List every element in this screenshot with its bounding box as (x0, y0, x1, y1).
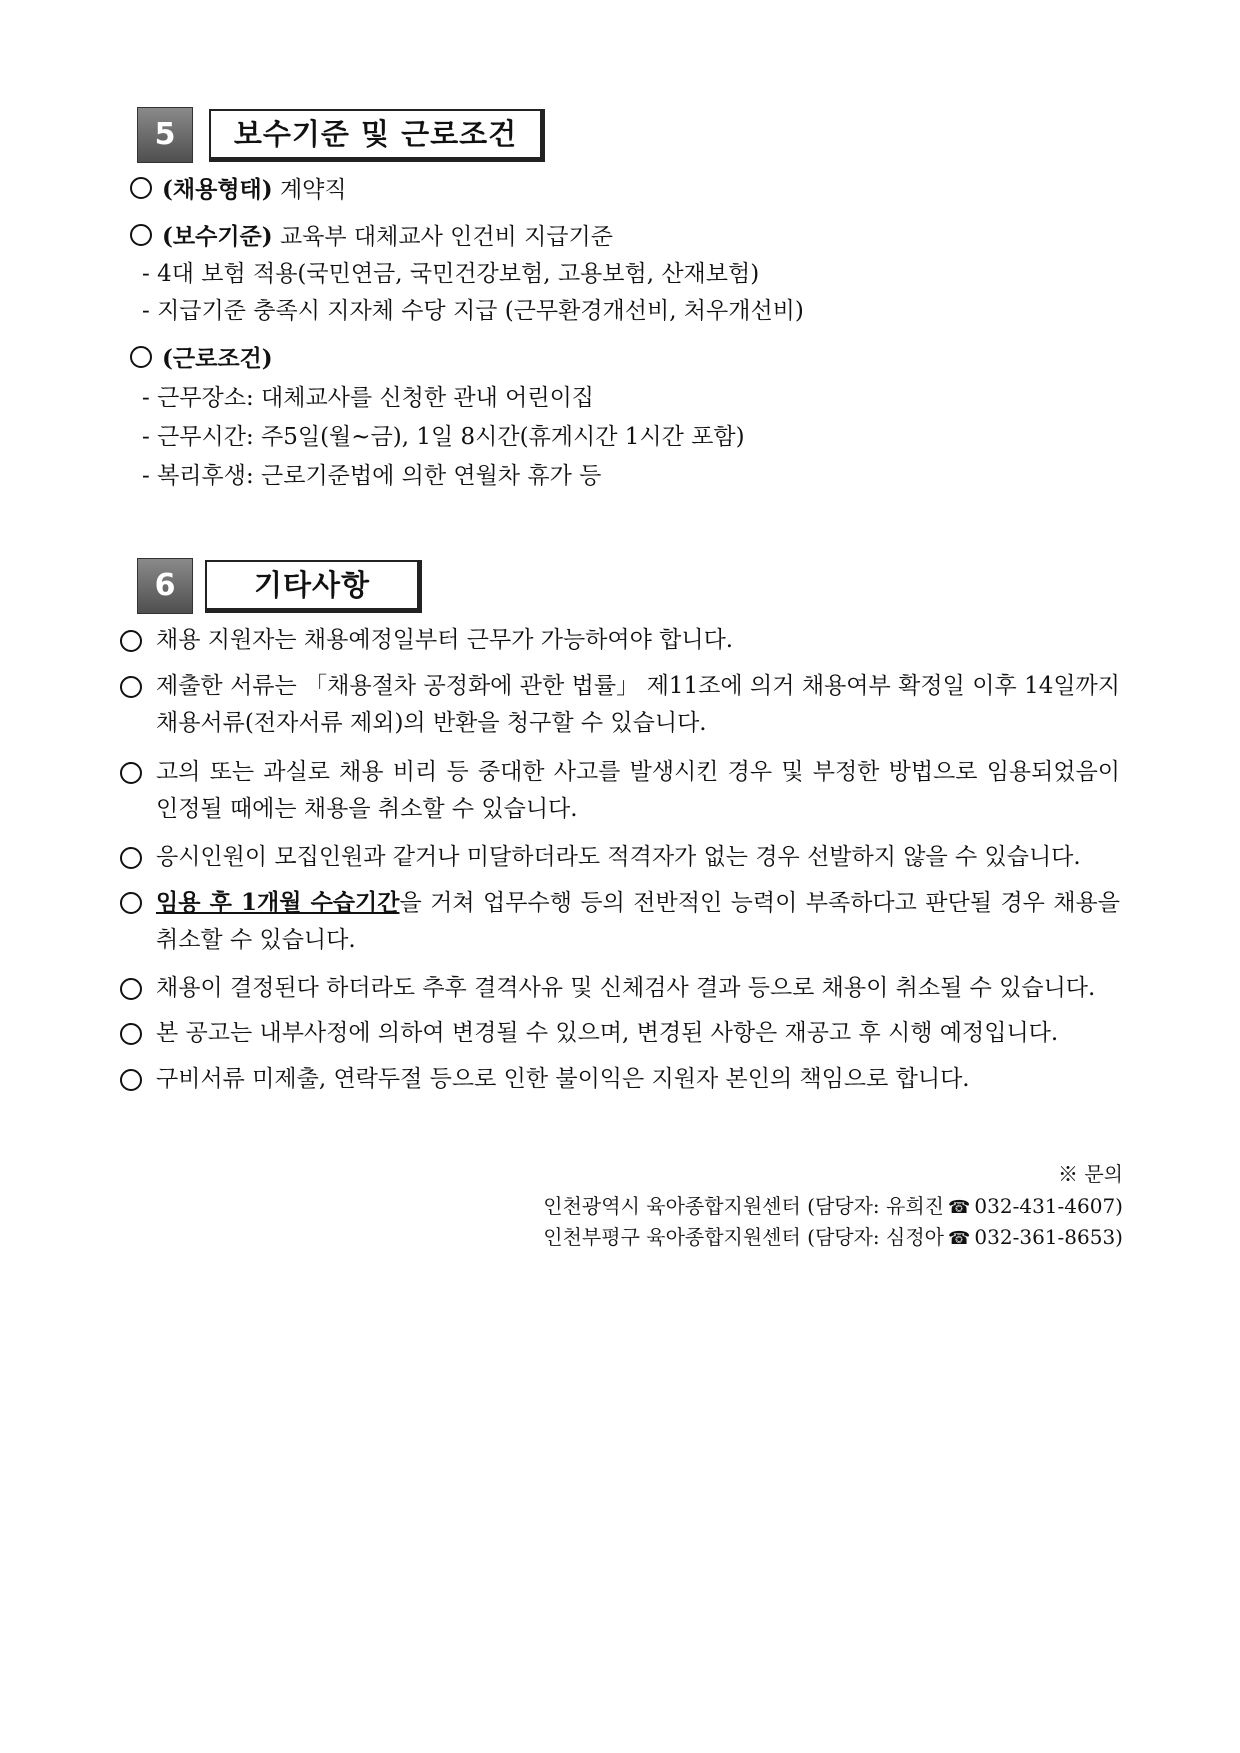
circle-bullet-icon (120, 630, 142, 652)
list-item: 채용 지원자는 채용예정일부터 근무가 가능하여야 합니다. (120, 622, 1120, 659)
section-6-header (137, 558, 427, 614)
work-sub-1: - 근무장소: 대체교사를 신청한 관내 어린이집 (142, 385, 594, 411)
pay-sub-1: - 4대 보험 적용(국민연금, 국민건강보험, 고용보험, 산재보험) (142, 261, 760, 287)
section-number: 5 (137, 107, 193, 163)
section-5-header (137, 107, 547, 163)
circle-bullet-icon (130, 346, 152, 368)
circle-bullet-icon (120, 978, 142, 1000)
circle-bullet-icon (130, 224, 152, 246)
circle-bullet-icon (120, 676, 142, 698)
contact-heading: ※ 문의 (1058, 1162, 1123, 1186)
circle-bullet-icon (120, 847, 142, 869)
section-title: 기타사항 (205, 560, 422, 613)
contact-line-2: 인천부평구 육아종합지원센터 (담당자: 심정아 ☎ 032-361-8653) (543, 1225, 1123, 1249)
circle-bullet-icon (120, 1069, 142, 1091)
list-item: 구비서류 미제출, 연락두절 등으로 인한 불이익은 지원자 본인의 책임으로 합니다. (120, 1061, 1120, 1098)
phone-icon: ☎ (948, 1228, 971, 1249)
circle-bullet-icon (120, 762, 142, 784)
circle-bullet-icon (120, 1023, 142, 1045)
pay-sub-2: - 지급기준 충족시 지자체 수당 지급 (근무환경개선비, 처우개선비) (142, 298, 804, 324)
list-item: 본 공고는 내부사정에 의하여 변경될 수 있으며, 변경된 사항은 재공고 후 시행 예정입니다. (120, 1015, 1120, 1052)
list-item: 제출한 서류는 「채용절차 공정화에 관한 법률」 제11조에 의거 채용여부 확정일 이후 14일까지 채용서류(전자서류 제외)의 반환을 청구할 수 있습니다. (120, 668, 1120, 742)
contact-line-1: 인천광역시 육아종합지원센터 (담당자: 유희진 ☎ 032-431-4607) (543, 1194, 1123, 1218)
circle-bullet-icon (130, 177, 152, 199)
underlined-text: 임용 후 1개월 수습기간 (156, 889, 400, 916)
list-item: 임용 후 1개월 수습기간을 거쳐 업무수행 등의 전반적인 능력이 부족하다고 판단될 경우 채용을 취소할 수 있습니다. (120, 884, 1120, 959)
work-conditions: (근로조건) (130, 344, 273, 374)
work-sub-3: - 복리후생: 근로기준법에 의한 연월차 휴가 등 (142, 463, 602, 489)
list-item: 응시인원이 모집인원과 같거나 미달하더라도 적격자가 없는 경우 선발하지 않을 수 있습니다. (120, 839, 1120, 876)
pay-standard: (보수기준) 교육부 대체교사 인건비 지급기준 (130, 222, 613, 252)
employment-type: (채용형태) 계약직 (130, 175, 347, 205)
work-sub-2: - 근무시간: 주5일(월~금), 1일 8시간(휴게시간 1시간 포함) (142, 424, 745, 450)
section-title: 보수기준 및 근로조건 (209, 109, 545, 162)
section-number: 6 (137, 558, 193, 614)
list-item: 고의 또는 과실로 채용 비리 등 중대한 사고를 발생시킨 경우 및 부정한 방법으로 임용되었음이 인정될 때에는 채용을 취소할 수 있습니다. (120, 754, 1120, 828)
list-item: 채용이 결정된다 하더라도 추후 결격사유 및 신체검사 결과 등으로 채용이 취소될 수 있습니다. (120, 970, 1120, 1007)
phone-icon: ☎ (948, 1197, 971, 1218)
circle-bullet-icon (120, 892, 142, 914)
